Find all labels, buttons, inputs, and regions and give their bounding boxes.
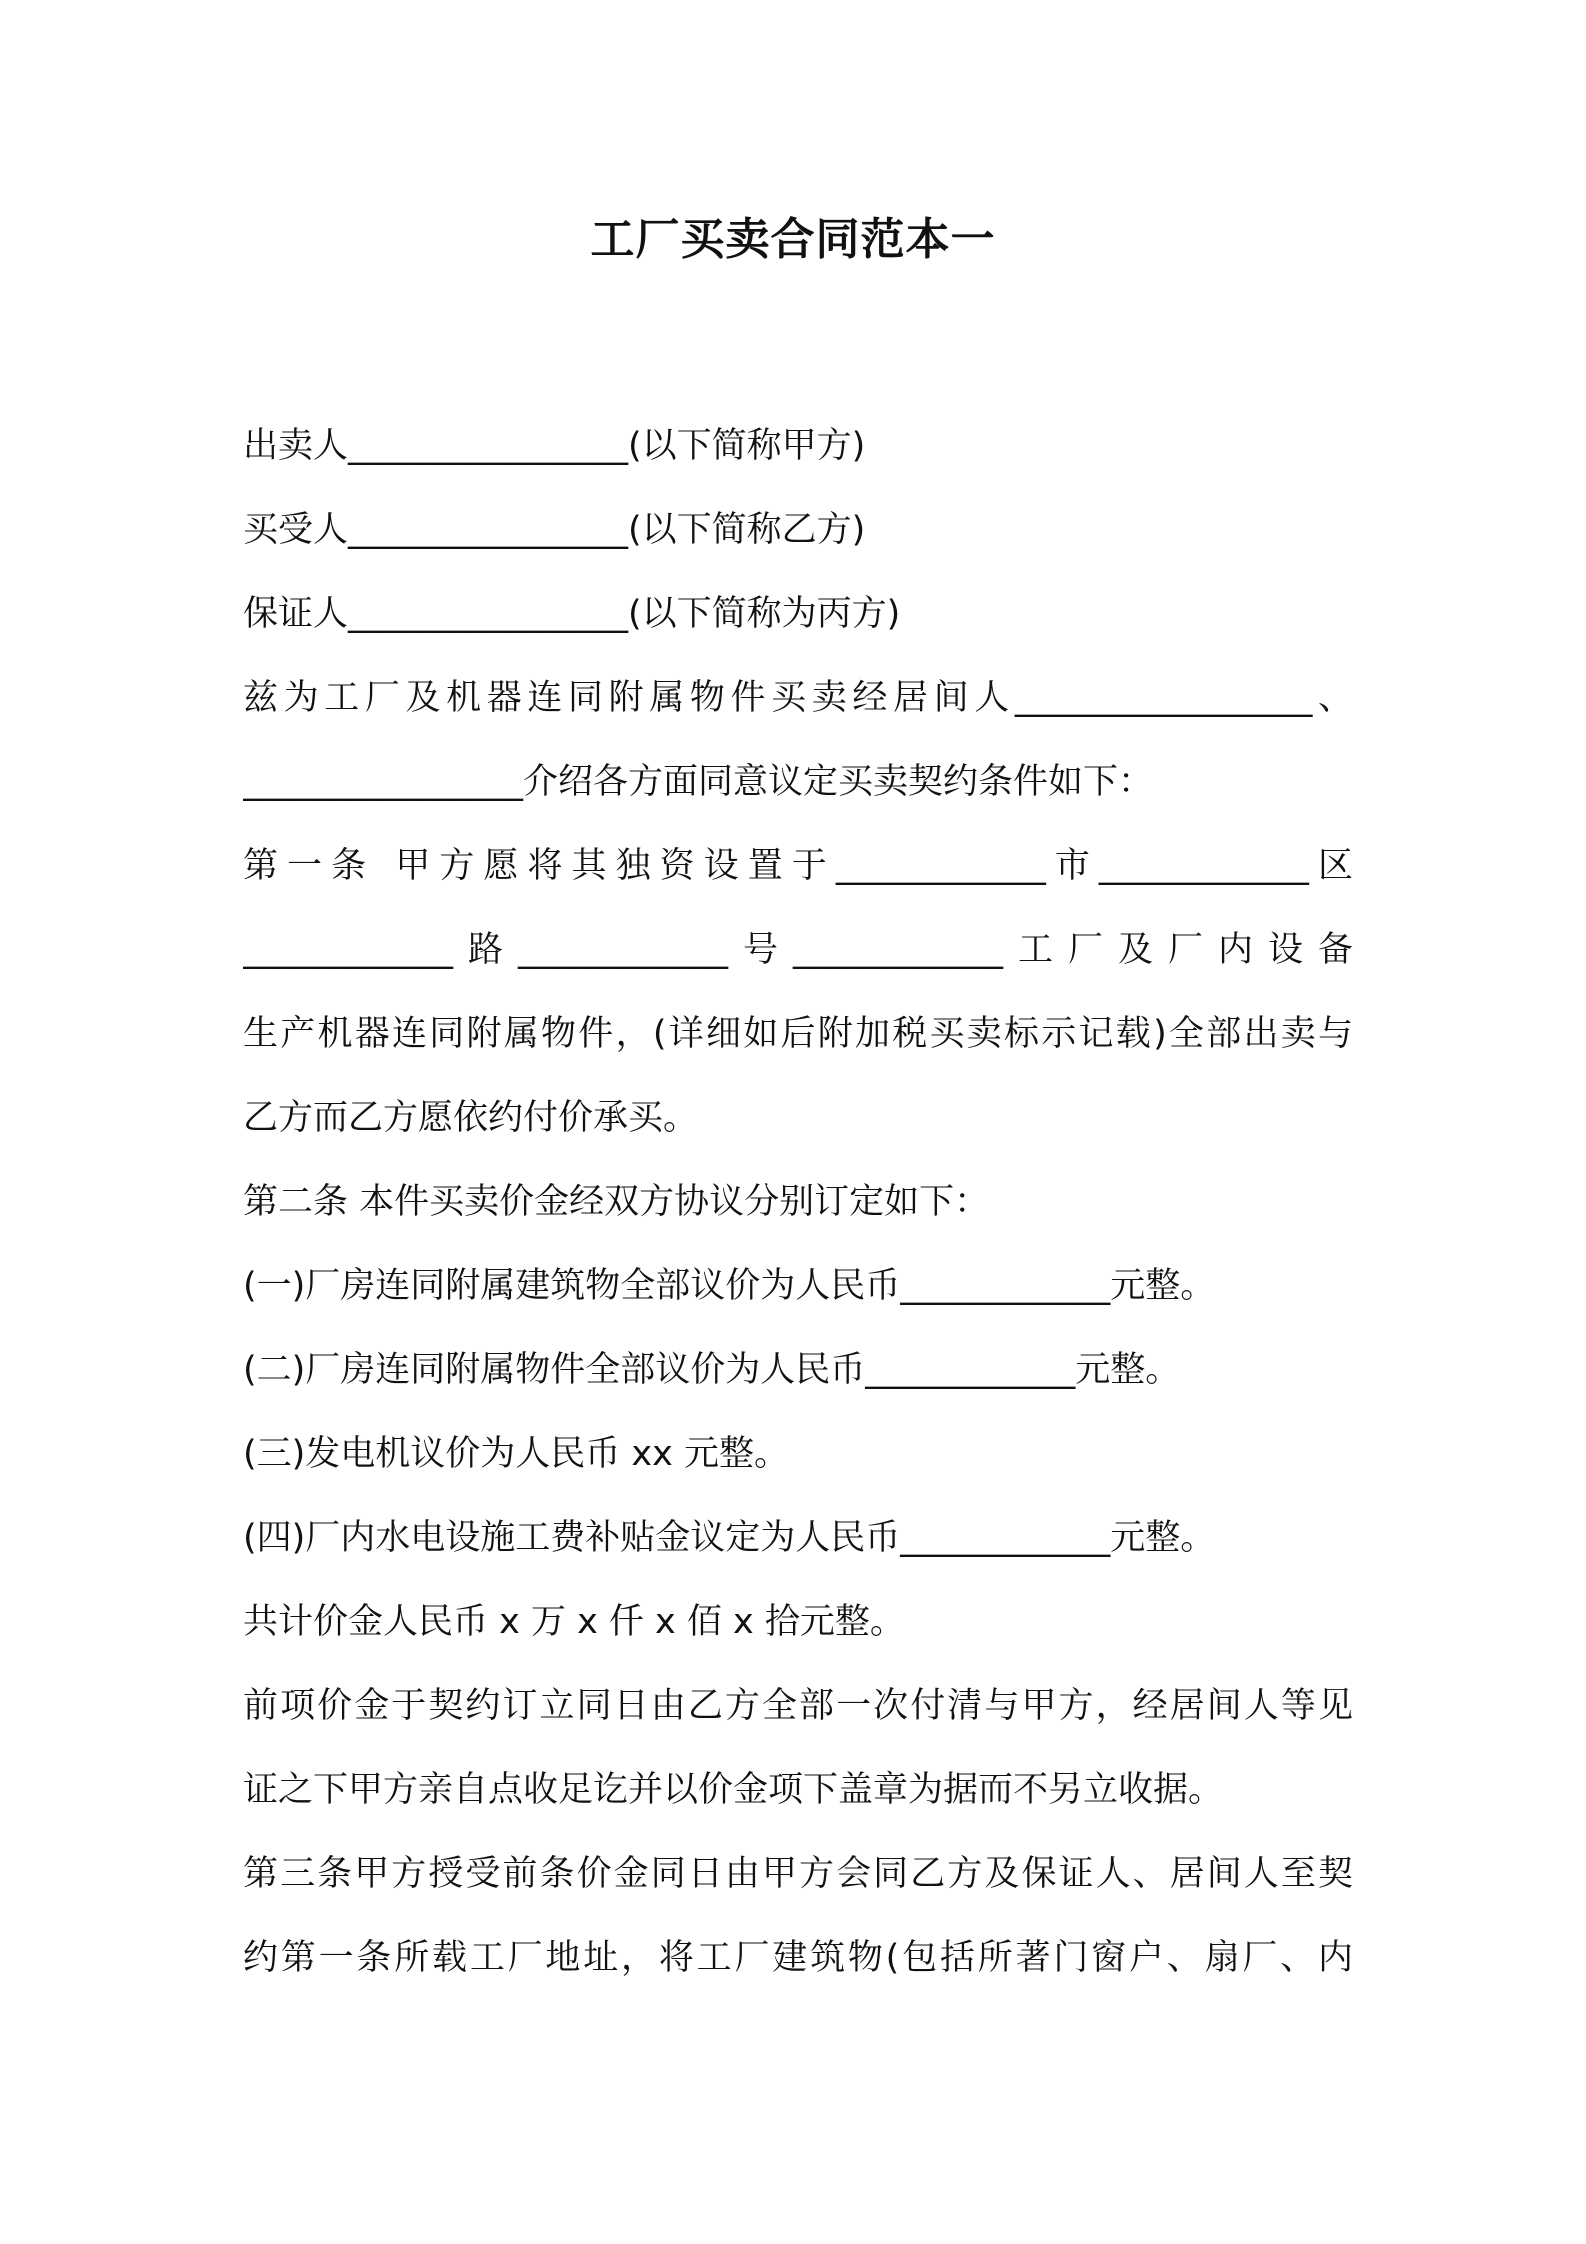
price-total: 共计价金人民币 x 万 x 仟 x 佰 x 拾元整。 (243, 1602, 905, 1642)
payment-line-1: 前项价金于契约订立同日由乙方全部一次付清与甲方，经居间人等见 (243, 1686, 1353, 1726)
guarantor-line: 保证人________________(以下简称为丙方) (243, 594, 901, 634)
buyer-line: 买受人________________(以下简称乙方) (243, 510, 866, 550)
price-item-2: (二)厂房连同附属物件全部议价为人民币____________元整。 (243, 1350, 1181, 1390)
preamble-line-2: ________________介绍各方面同意议定买卖契约条件如下： (243, 762, 1154, 802)
article-1-line-1: 第一条 甲方愿将其独资设置于____________市____________区 (243, 846, 1353, 886)
article-2-heading: 第二条 本件买卖价金经双方协议分别订定如下： (243, 1182, 990, 1222)
article-3-line-2: 约第一条所载工厂地址，将工厂建筑物(包括所著门窗户、扇厂、内 (243, 1938, 1353, 1978)
price-item-3: (三)发电机议价为人民币 xx 元整。 (243, 1434, 789, 1474)
price-item-4: (四)厂内水电设施工费补贴金议定为人民币____________元整。 (243, 1518, 1216, 1558)
article-1-line-2: ____________路____________号____________工厂及厂内设备 (243, 930, 1353, 970)
price-item-1: (一)厂房连同附属建筑物全部议价为人民币____________元整。 (243, 1266, 1216, 1306)
preamble-line-1: 兹为工厂及机器连同附属物件买卖经居间人_________________、 (243, 678, 1353, 718)
document-title: 工厂买卖合同范本一 (590, 214, 996, 265)
seller-line: 出卖人________________(以下简称甲方) (243, 426, 866, 466)
payment-line-2: 证之下甲方亲自点收足讫并以价金项下盖章为据而不另立收据。 (243, 1770, 1224, 1810)
document-body (243, 404, 1353, 2000)
article-1-line-3: 生产机器连同附属物件，(详细如后附加税买卖标示记载)全部出卖与 (243, 1014, 1353, 1054)
article-3-line-1: 第三条甲方授受前条价金同日由甲方会同乙方及保证人、居间人至契 (243, 1854, 1353, 1894)
article-1-line-4: 乙方而乙方愿依约付价承买。 (243, 1098, 699, 1138)
